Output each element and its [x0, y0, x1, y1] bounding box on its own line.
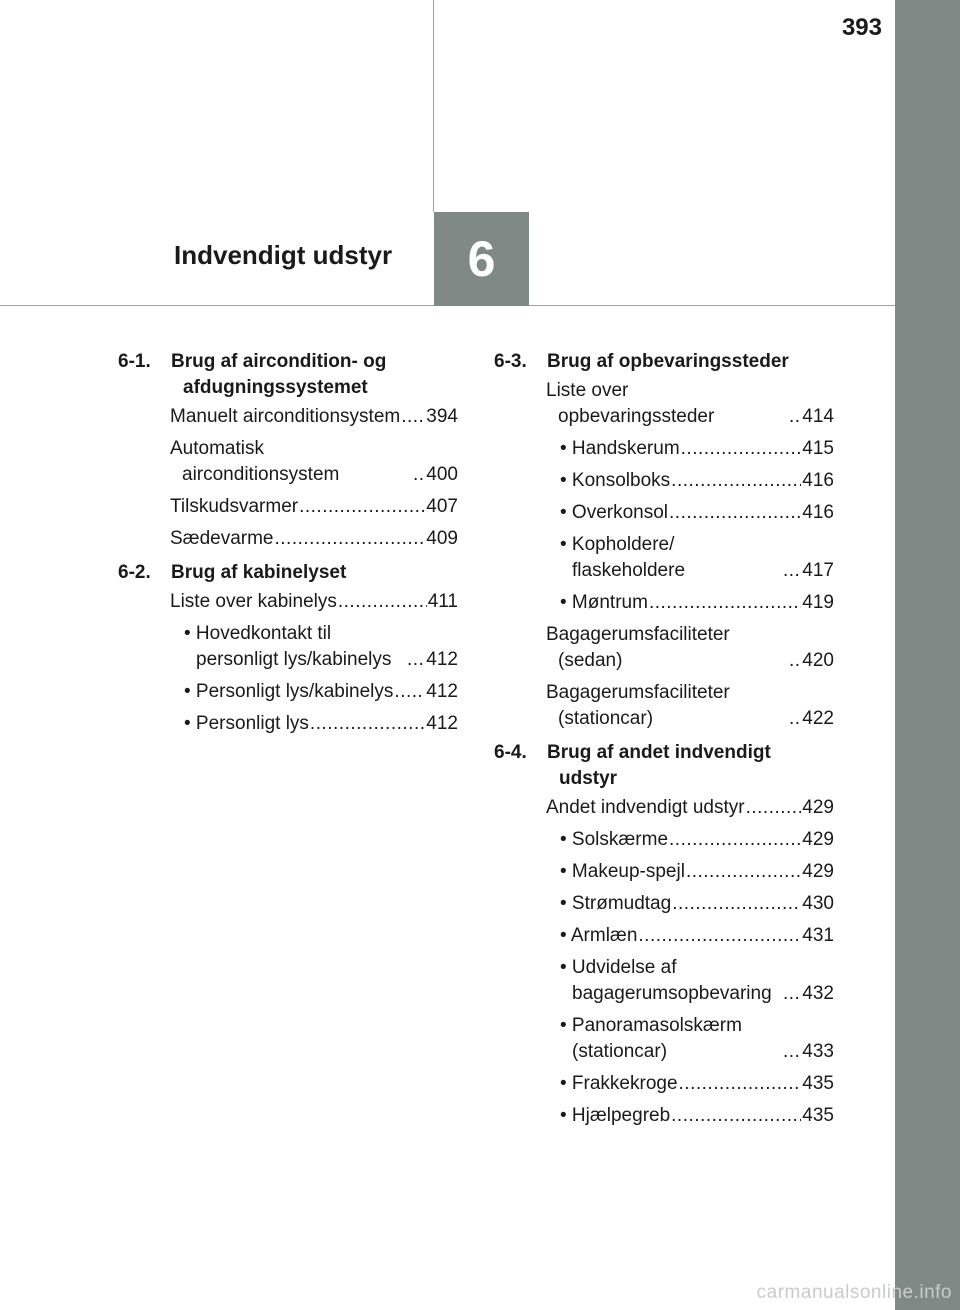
toc-entry-label: Manuelt airconditionsystem: [170, 406, 401, 427]
toc-entry[interactable]: [546, 622, 834, 674]
toc-entry-label: • Handskerum: [560, 438, 680, 459]
toc-section-spacer: [494, 1135, 834, 1137]
toc-entry-page: 432: [802, 983, 834, 1004]
toc-entry[interactable]: [170, 404, 458, 430]
toc-entry[interactable]: [560, 532, 834, 584]
toc-dot-leader: [672, 891, 801, 917]
toc-entry-page: 416: [802, 470, 834, 491]
toc-entry[interactable]: [546, 680, 834, 732]
toc-section-number: 6-2.: [118, 562, 151, 583]
toc-entry-label: • Udvidelse af bagagerumsopbevaring: [560, 957, 772, 1004]
toc-entry[interactable]: [184, 711, 458, 737]
toc-entry[interactable]: [560, 468, 834, 494]
toc-entry-page: 429: [802, 861, 834, 882]
toc-entry-label: • Frakkekroge: [560, 1073, 678, 1094]
toc-entry[interactable]: [560, 891, 834, 917]
toc-entry[interactable]: [560, 955, 834, 1007]
footer-watermark: carmanualsonline.info: [756, 1282, 952, 1303]
toc-entry[interactable]: [170, 589, 458, 615]
toc-section-heading: [118, 560, 458, 586]
toc-entry-label: • Hjælpegreb: [560, 1105, 671, 1126]
toc-entry[interactable]: [560, 1071, 834, 1097]
toc-entry[interactable]: [560, 500, 834, 526]
toc-dot-leader: [413, 462, 425, 488]
toc-dot-leader: [746, 795, 802, 821]
toc-section-title[interactable]: Brug af kabinelyset: [171, 562, 347, 583]
toc-dot-leader: [789, 648, 801, 674]
toc-dot-leader: [275, 526, 426, 552]
toc-entry[interactable]: [560, 859, 834, 885]
toc-dot-leader: [679, 1071, 802, 1097]
toc-dot-leader: [671, 468, 801, 494]
toc-dot-leader: [669, 827, 801, 853]
toc-entry-page: 429: [802, 829, 834, 850]
toc-dot-leader: [649, 590, 801, 616]
toc-entry-label: • Personligt lys: [184, 713, 309, 734]
chapter-number-tab: [434, 212, 529, 306]
chapter-side-bar: [895, 0, 960, 1310]
toc-dot-leader: [783, 981, 801, 1007]
toc-column-right: [494, 349, 834, 1137]
toc-entry-label: • Kopholdere/ flaskeholdere: [560, 534, 686, 581]
toc-entry[interactable]: [170, 494, 458, 520]
toc-entry-label: • Solskærme: [560, 829, 669, 850]
toc-entry-page: 433: [802, 1041, 834, 1062]
toc-section-title[interactable]: Brug af opbevaringssteder: [547, 351, 789, 372]
toc-entry-label: Andet indvendigt udstyr: [546, 797, 745, 818]
toc-entry[interactable]: [560, 590, 834, 616]
toc-dot-leader: [338, 589, 427, 615]
toc-entry-label: Bagagerumsfaciliteter (stationcar): [546, 682, 730, 729]
toc-entry[interactable]: [546, 795, 834, 821]
toc-dot-leader: [299, 494, 425, 520]
toc-dot-leader: [310, 711, 425, 737]
toc-entry-page: 435: [802, 1073, 834, 1094]
toc-entry-page: 429: [802, 797, 834, 818]
toc-dot-leader: [401, 404, 425, 430]
toc-entry-label: Tilskudsvarmer: [170, 496, 299, 517]
toc-section-number: 6-1.: [118, 351, 151, 372]
page-number: 393: [841, 14, 882, 41]
toc-entry-page: 416: [802, 502, 834, 523]
toc-entry-page: 419: [802, 592, 834, 613]
toc-entry[interactable]: [560, 1103, 834, 1129]
toc-dot-leader: [669, 500, 801, 526]
toc-entry-page: 415: [802, 438, 834, 459]
header-vertical-rule: [433, 0, 434, 212]
toc-section-heading: [494, 740, 834, 792]
toc-entry[interactable]: [560, 1013, 834, 1065]
toc-dot-leader: [407, 647, 425, 673]
toc-entry[interactable]: [170, 436, 458, 488]
toc-dot-leader: [671, 1103, 801, 1129]
toc-dot-leader: [686, 859, 801, 885]
toc-entry-page: 414: [802, 406, 834, 427]
toc-entry-page: 409: [426, 528, 458, 549]
toc-entry[interactable]: [546, 378, 834, 430]
toc-entry-label: Automatisk airconditionsystem: [170, 438, 340, 485]
toc-entry-page: 435: [802, 1105, 834, 1126]
toc-entry-label: • Armlæn: [560, 925, 638, 946]
toc-entry-page: 417: [802, 560, 834, 581]
toc-entry-label: Sædevarme: [170, 528, 274, 549]
toc-dot-leader: [783, 1039, 801, 1065]
toc-section-number: 6-3.: [494, 351, 527, 372]
toc-entry-page: 431: [802, 925, 834, 946]
chapter-title: Indvendigt udstyr: [174, 240, 393, 270]
toc-column-left: [118, 349, 458, 745]
toc-entry-label: • Panoramasolskærm (stationcar): [560, 1015, 742, 1062]
toc-dot-leader: [783, 558, 801, 584]
toc-entry[interactable]: [560, 436, 834, 462]
toc-entry-label: • Konsolboks: [560, 470, 671, 491]
toc-section-title[interactable]: Brug af andet indvendigt udstyr: [547, 742, 771, 789]
toc-entry[interactable]: [560, 827, 834, 853]
toc-entry-page: 412: [426, 649, 458, 670]
toc-entry-label: • Overkonsol: [560, 502, 669, 523]
toc-section-number: 6-4.: [494, 742, 527, 763]
toc-entry-page: 420: [802, 650, 834, 671]
toc-entry-label: Liste over opbevaringssteder: [546, 380, 715, 427]
chapter-number: 6: [467, 231, 496, 287]
toc-section-heading: [118, 349, 458, 401]
toc-entry-label: • Møntrum: [560, 592, 648, 613]
toc-entry-page: 422: [802, 708, 834, 729]
toc-entry-page: 430: [802, 893, 834, 914]
toc-entry[interactable]: [560, 923, 834, 949]
toc-entry[interactable]: [184, 621, 458, 673]
toc-section-heading: [494, 349, 834, 375]
toc-dot-leader: [681, 436, 802, 462]
toc-entry-label: • Strømudtag: [560, 893, 672, 914]
toc-section-title[interactable]: Brug af aircondition- og afdugningssystemet: [171, 351, 387, 398]
toc-dot-leader: [789, 404, 801, 430]
toc-section-spacer: [118, 743, 458, 745]
toc-entry-page: 412: [426, 713, 458, 734]
toc-dot-leader: [789, 706, 801, 732]
toc-entry-page: 400: [426, 464, 458, 485]
toc-entry-page: 412: [426, 681, 458, 702]
toc-entry[interactable]: [184, 679, 458, 705]
toc-entry-page: 407: [426, 496, 458, 517]
toc-entry-page: 394: [426, 406, 458, 427]
toc-entry-page: 411: [427, 591, 458, 612]
toc-entry-label: • Hovedkontakt til personligt lys/kabinelys: [184, 623, 392, 670]
toc-entry-label: Bagagerumsfaciliteter (sedan): [546, 624, 730, 671]
toc-entry-label: • Makeup-spejl: [560, 861, 685, 882]
toc-entry-label: • Personligt lys/kabinelys: [184, 681, 394, 702]
toc-entry[interactable]: [170, 526, 458, 552]
toc-entry-label: Liste over kabinelys: [170, 591, 337, 612]
toc-dot-leader: [394, 679, 425, 705]
toc-dot-leader: [638, 923, 801, 949]
